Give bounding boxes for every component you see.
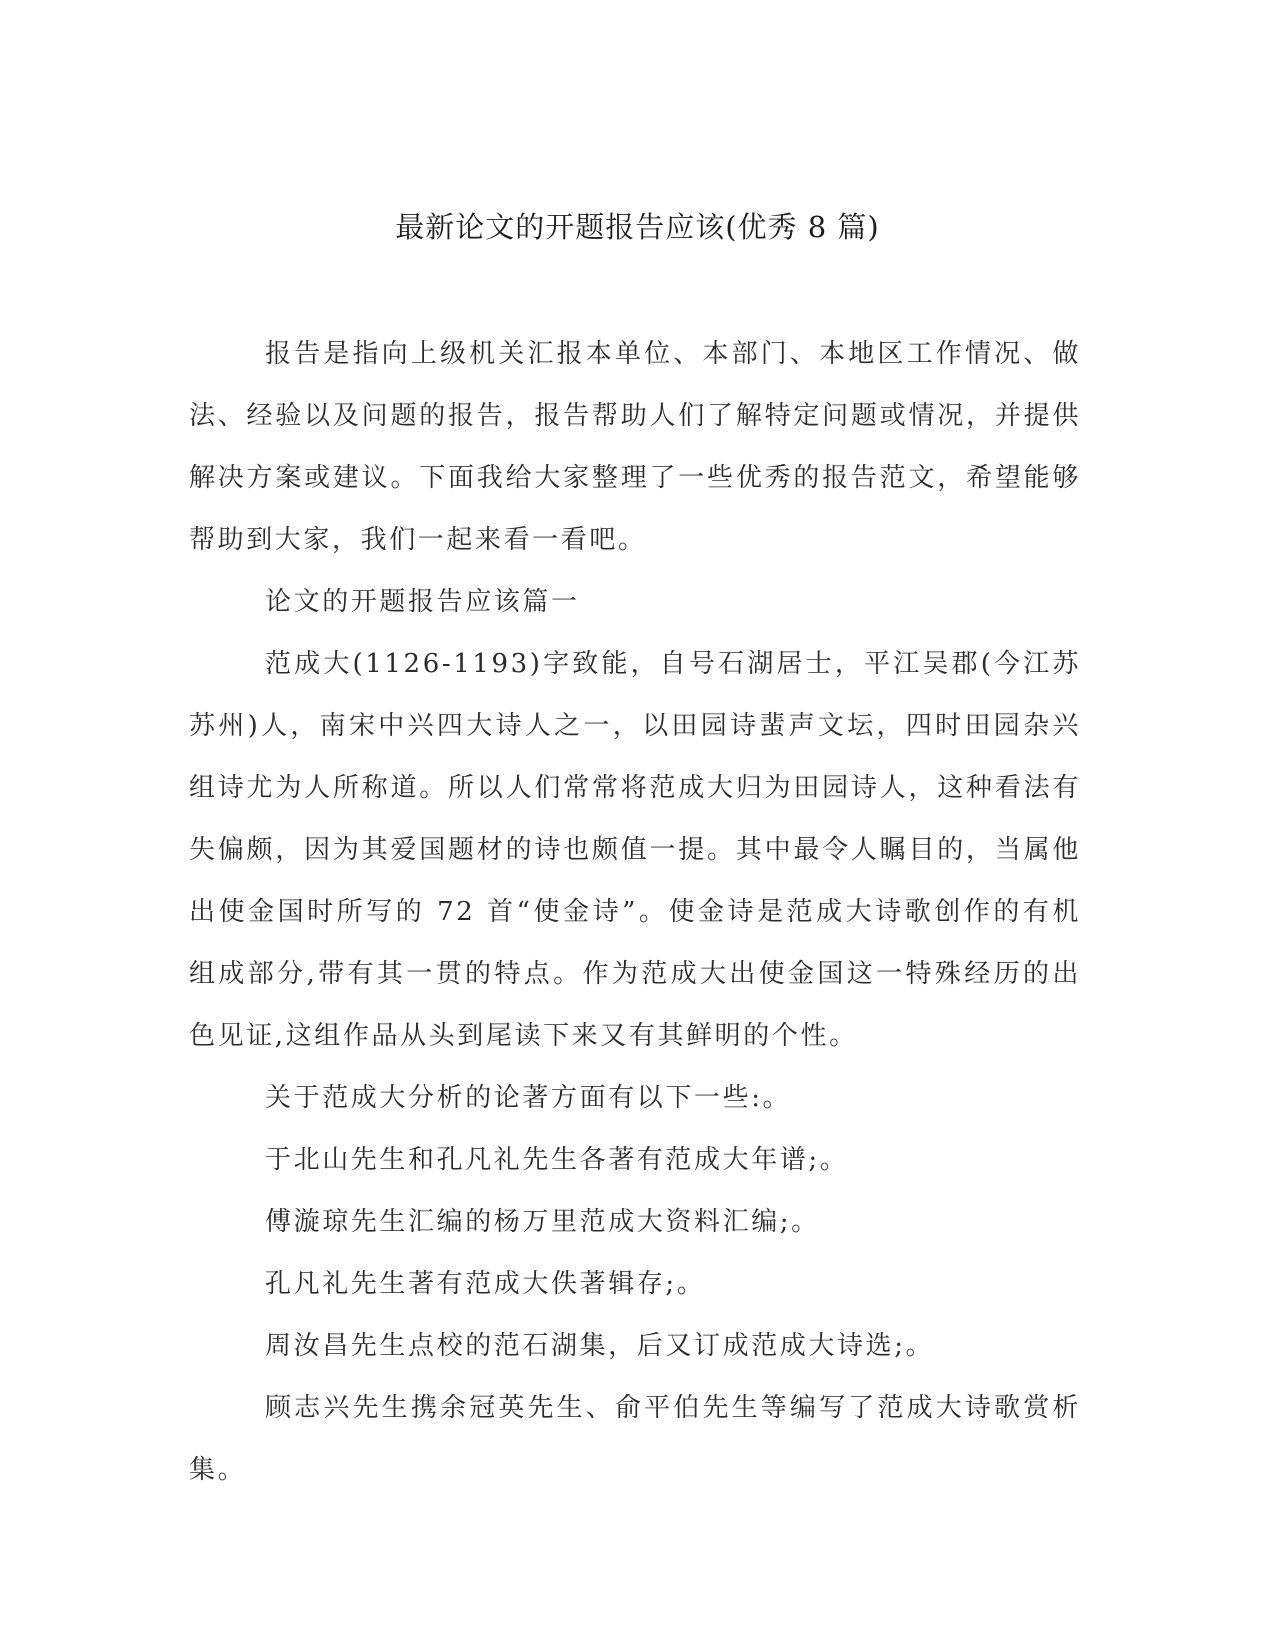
- document-body: [189, 323, 1081, 1501]
- paragraph-studies-intro: 关于范成大分析的论著方面有以下一些:。: [265, 1083, 792, 1113]
- list-item: 孔凡礼先生著有范成大佚著辑存;。: [265, 1269, 706, 1299]
- list-item: 周汝昌先生点校的范石湖集，后又订成范成大诗选;。: [265, 1331, 935, 1361]
- list-item: 顾志兴先生携余冠英先生、俞平伯先生等编写了范成大诗歌赏析集。: [189, 1393, 1081, 1485]
- list-item: 于北山先生和孔凡礼先生各著有范成大年谱;。: [265, 1145, 849, 1175]
- document-title: 最新论文的开题报告应该(优秀 8 篇): [395, 210, 880, 244]
- paragraph-intro: 报告是指向上级机关汇报本单位、本部门、本地区工作情况、做法、经验以及问题的报告，报告帮助人们了解特定问题或情况，并提供解决方案或建议。下面我给大家整理了一些优秀的报告范文，希望能够帮助到大家，我们一起来看一看吧。: [189, 339, 1081, 555]
- section-heading: 论文的开题报告应该篇一: [265, 587, 580, 617]
- list-item: 傅漩琼先生汇编的杨万里范成大资料汇编;。: [265, 1207, 820, 1237]
- paragraph-fan-chengda: 范成大(1126-1193)字致能，自号石湖居士，平江吴郡(今江苏苏州)人，南宋中兴四大诗人之一，以田园诗蜚声文坛，四时田园杂兴组诗尤为人所称道。所以人们常常将范成大归为田园诗人，这种看法有失偏颇，因为其爱国题材的诗也颇值一提。其中最令人瞩目的，当属他出使金国时所写的 72 首“使金诗”。使金诗是范成大诗歌创作的有机组成部分,带有其一贯的特点。作为范成大出使金国这一特殊经历的出色见证,这组作品从头到尾读下来又有其鲜明的个性。: [189, 649, 1081, 1051]
